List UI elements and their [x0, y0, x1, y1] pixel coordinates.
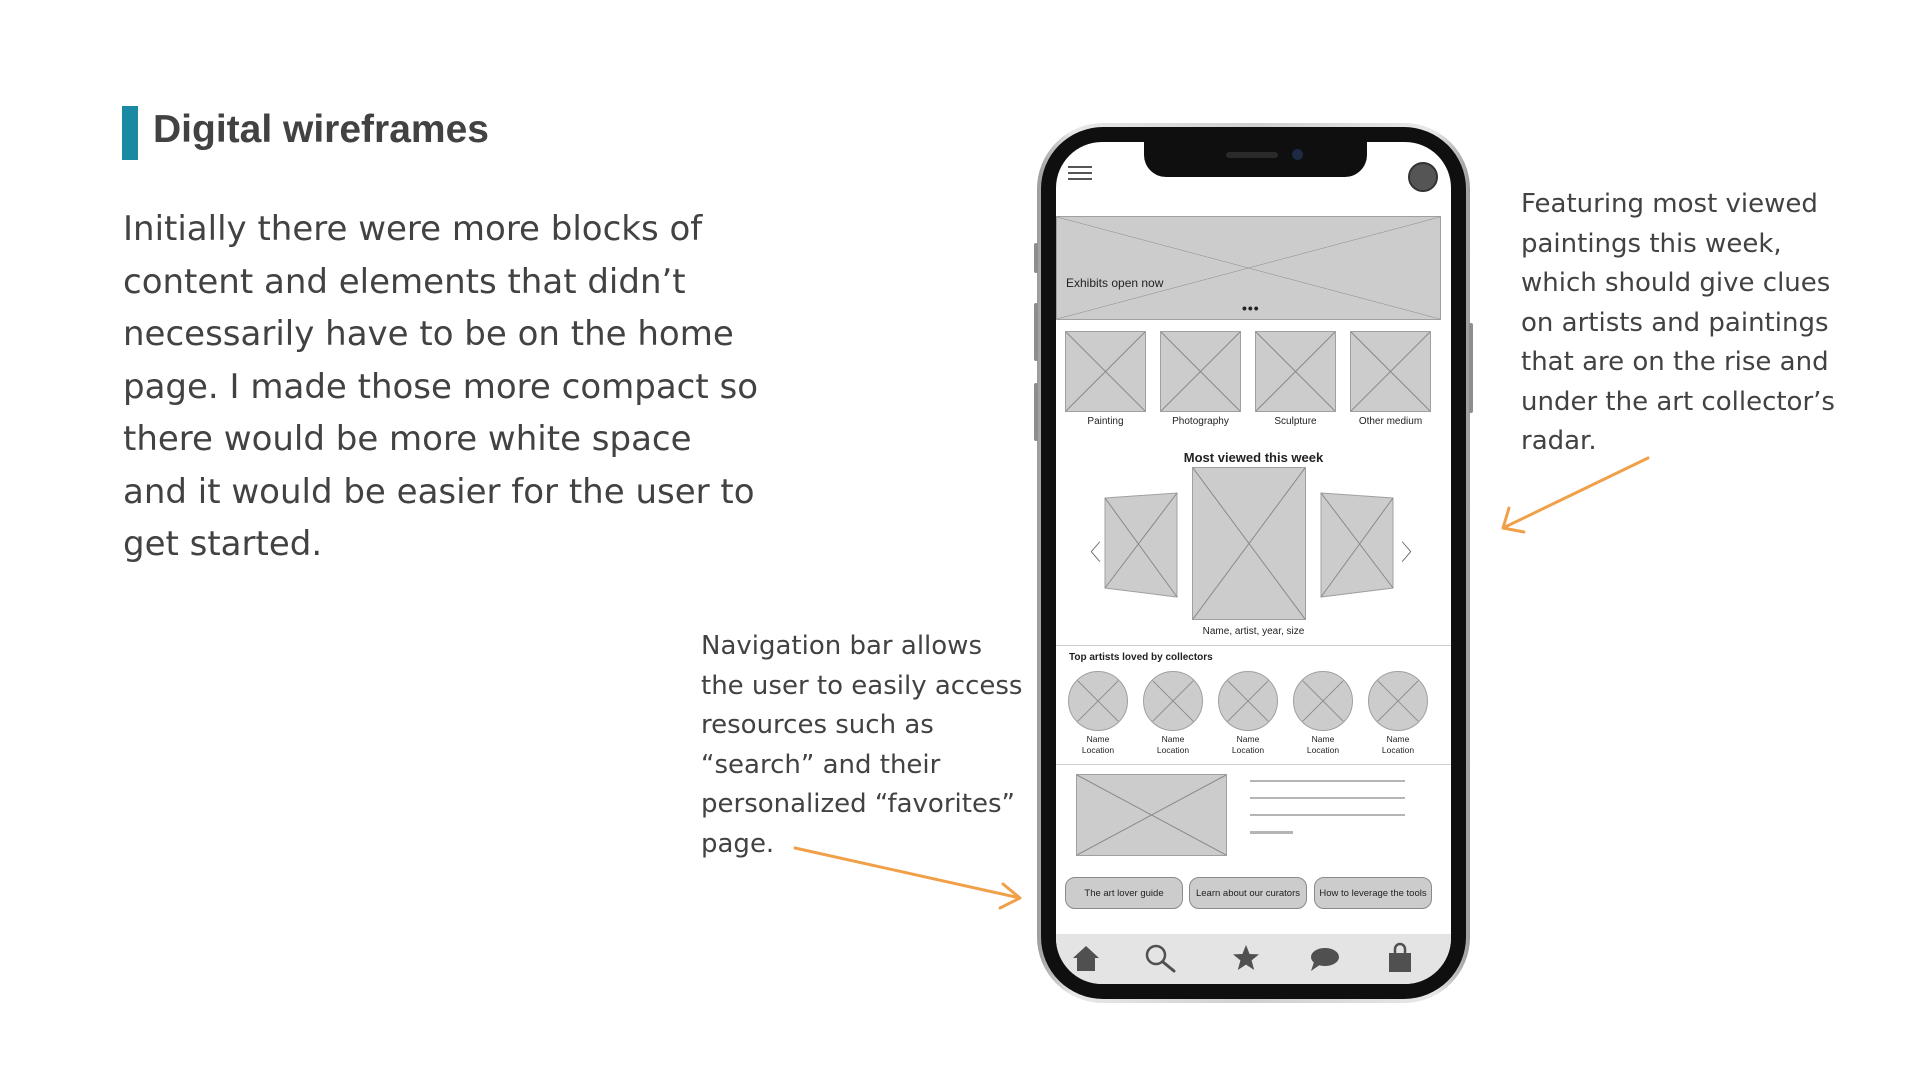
- chevron-right-icon[interactable]: 〉: [1401, 541, 1424, 566]
- annotation-line: on artists and paintings: [1521, 307, 1829, 338]
- speaker-grille: [1226, 152, 1278, 158]
- intro-line: content and elements that didn’t: [123, 261, 686, 302]
- category-tile-image[interactable]: [1160, 331, 1241, 412]
- front-camera: [1292, 149, 1303, 160]
- artist-location: Location: [1381, 745, 1415, 755]
- artist-caption: [1143, 734, 1203, 756]
- category-label: Other medium: [1358, 416, 1423, 427]
- artist-avatar[interactable]: [1368, 671, 1428, 731]
- chevron-left-icon[interactable]: 〈: [1079, 541, 1102, 566]
- artist-caption: [1218, 734, 1278, 756]
- wireframe-screen: [1056, 142, 1451, 984]
- annotation-line: page.: [701, 828, 775, 859]
- title-accent-bar: [122, 106, 138, 160]
- silent-switch: [1034, 243, 1038, 273]
- annotation-line: the user to easily access: [701, 670, 1023, 701]
- category-label: Painting: [1087, 416, 1124, 427]
- search-icon[interactable]: [1144, 942, 1176, 974]
- annotation-line: that are on the rise and: [1521, 347, 1829, 377]
- article-image[interactable]: [1076, 774, 1227, 856]
- most-viewed-title: Most viewed this week: [1183, 450, 1324, 465]
- artist-name: Name: [1236, 734, 1260, 744]
- curators-button[interactable]: Learn about our curators: [1189, 877, 1307, 909]
- artist-location: Location: [1306, 745, 1340, 755]
- annotation-line: Featuring most viewed: [1521, 189, 1818, 219]
- carousel-featured-image[interactable]: [1192, 467, 1306, 620]
- text-placeholder-line: [1250, 780, 1405, 782]
- intro-line: necessarily have to be on the home: [123, 314, 734, 354]
- top-artists-title: Top artists loved by collectors: [1069, 652, 1213, 663]
- category-label: Sculpture: [1274, 416, 1317, 427]
- annotation-line: “search” and their: [701, 749, 941, 780]
- category-tile-image[interactable]: [1065, 331, 1146, 412]
- carousel-left-image[interactable]: [1104, 492, 1178, 598]
- intro-line: and it would be easier for the user to: [123, 471, 755, 512]
- carousel-dots[interactable]: •••: [1242, 300, 1260, 316]
- artist-location: Location: [1231, 745, 1265, 755]
- nav-bar-annotation: [701, 627, 1022, 864]
- category-tile-image[interactable]: [1350, 331, 1431, 412]
- artist-caption: [1293, 734, 1353, 756]
- category-label: Photography: [1172, 416, 1229, 427]
- phone-bezel: [1041, 127, 1466, 999]
- intro-line: get started.: [123, 524, 323, 564]
- intro-paragraph: [123, 203, 763, 571]
- star-icon[interactable]: [1230, 942, 1262, 974]
- power-button: [1469, 323, 1473, 413]
- annotation-line: personalized “favorites”: [701, 789, 1015, 819]
- slide-title: Digital wireframes: [153, 108, 489, 151]
- section-divider: [1056, 645, 1451, 646]
- text-placeholder-line: [1250, 814, 1405, 816]
- annotation-line: paintings this week,: [1521, 228, 1782, 259]
- featured-arrow: [1503, 458, 1648, 532]
- artist-avatar[interactable]: [1293, 671, 1353, 731]
- most-viewed-annotation: [1521, 185, 1835, 462]
- art-lover-guide-button[interactable]: The art lover guide: [1065, 877, 1183, 909]
- artist-avatar[interactable]: [1143, 671, 1203, 731]
- annotation-line: radar.: [1521, 426, 1597, 456]
- artist-avatar[interactable]: [1218, 671, 1278, 731]
- artist-caption: [1068, 734, 1128, 756]
- carousel-caption: Name, artist, year, size: [1202, 626, 1305, 637]
- phone-mockup: [1037, 123, 1470, 1003]
- chat-icon[interactable]: [1308, 942, 1340, 974]
- volume-down-button: [1034, 383, 1038, 441]
- artist-name: Name: [1161, 734, 1185, 744]
- artist-name: Name: [1386, 734, 1410, 744]
- section-divider: [1056, 764, 1451, 765]
- intro-line: page. I made those more compact so: [123, 366, 759, 407]
- menu-icon[interactable]: [1068, 166, 1092, 182]
- annotation-line: under the art collector’s: [1521, 386, 1835, 417]
- carousel-right-image[interactable]: [1320, 492, 1394, 598]
- category-tile-image[interactable]: [1255, 331, 1336, 412]
- bag-icon[interactable]: [1384, 942, 1416, 974]
- text-placeholder-line: [1250, 831, 1293, 834]
- leverage-tools-button[interactable]: How to leverage the tools: [1314, 877, 1432, 909]
- artist-caption: [1368, 734, 1428, 756]
- artist-name: Name: [1311, 734, 1335, 744]
- home-icon[interactable]: [1070, 942, 1102, 974]
- hero-label: Exhibits open now: [1066, 276, 1164, 290]
- annotation-line: Navigation bar allows: [701, 631, 982, 661]
- volume-up-button: [1034, 303, 1038, 361]
- text-placeholder-line: [1250, 797, 1405, 799]
- artist-location: Location: [1156, 745, 1190, 755]
- artist-location: Location: [1081, 745, 1115, 755]
- phone-notch: [1144, 142, 1367, 177]
- artist-name: Name: [1086, 734, 1110, 744]
- intro-line: there would be more white space: [123, 419, 692, 459]
- artist-avatar[interactable]: [1068, 671, 1128, 731]
- annotation-line: resources such as: [701, 710, 934, 740]
- intro-line: Initially there were more blocks of: [123, 209, 703, 249]
- profile-avatar[interactable]: [1408, 162, 1438, 192]
- annotation-line: which should give clues: [1521, 268, 1831, 298]
- bottom-nav-bar: [1056, 934, 1451, 984]
